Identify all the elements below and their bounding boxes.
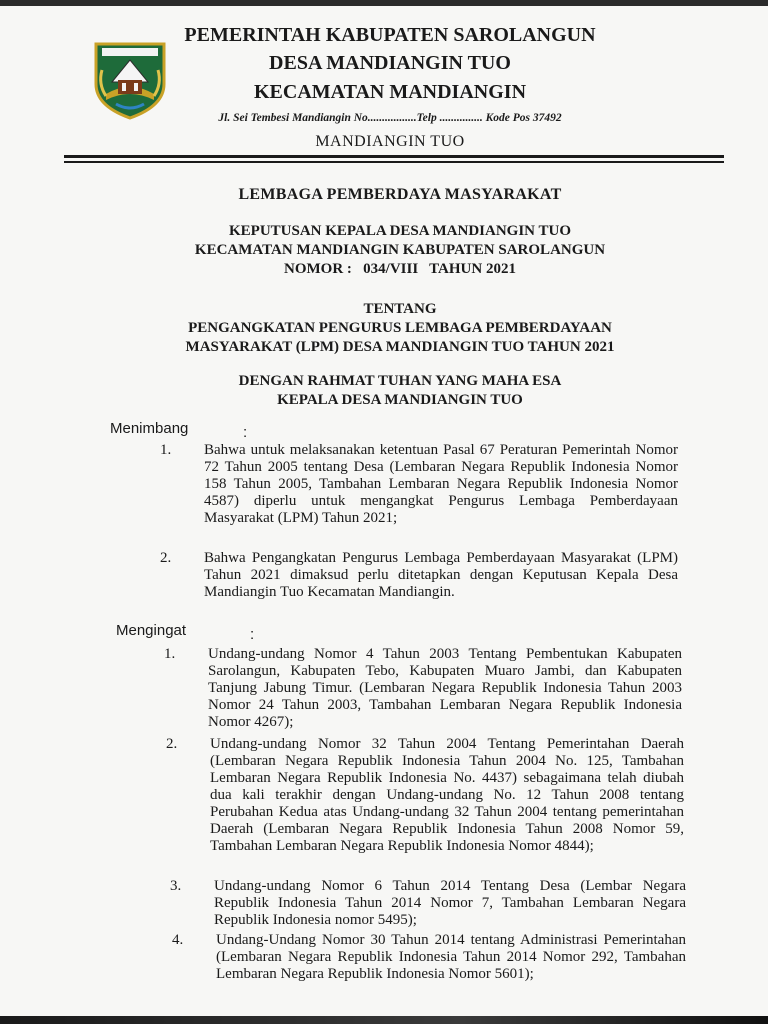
- grace-heading: [100, 372, 700, 410]
- letterhead-rule-thick: [64, 155, 724, 158]
- item-number: 4.: [172, 932, 184, 948]
- list-item: [160, 550, 678, 601]
- menimbang-label: Menimbang: [110, 420, 189, 437]
- about-label: TENTANG: [363, 301, 437, 317]
- item-number: 1.: [164, 646, 176, 662]
- item-number: 2.: [166, 736, 178, 752]
- letterhead-place: MANDIANGIN TUO: [315, 133, 465, 150]
- menimbang-colon: :: [243, 424, 248, 441]
- decree-line-1: KEPUTUSAN KEPALA DESA MANDIANGIN TUO: [229, 223, 571, 239]
- list-item: [170, 878, 686, 929]
- about-line-2: MASYARAKAT (LPM) DESA MANDIANGIN TUO TAHUN 2021: [185, 339, 615, 355]
- list-item: [164, 646, 682, 731]
- letterhead-district: KECAMATAN MANDIANGIN: [253, 81, 527, 103]
- grace-line-2: KEPALA DESA MANDIANGIN TUO: [277, 392, 523, 408]
- list-item: [160, 442, 678, 527]
- about-heading: [100, 300, 700, 357]
- item-number: 3.: [170, 878, 182, 894]
- letterhead-village: DESA MANDIANGIN TUO: [269, 52, 511, 74]
- letterhead-rule-thin: [64, 161, 724, 163]
- list-item: [166, 736, 684, 855]
- list-item: [172, 932, 686, 983]
- decree-line-2: KECAMATAN MANDIANGIN KABUPATEN SAROLANGUN: [194, 242, 606, 258]
- letterhead-government: PEMERINTAH KABUPATEN SAROLANGUN: [184, 24, 596, 46]
- item-text: Bahwa Pengangkatan Pengurus Lembaga Pemberdayaan Masyarakat (LPM) Tahun 2021 dimaksud perlu ditetapkan dengan Keputusan Kepala Desa Mandiangin Tuo Kecamatan Mandiangin.: [204, 550, 678, 600]
- regency-coat-of-arms-icon: [92, 40, 168, 120]
- letterhead-address: Jl. Sei Tembesi Mandiangin No.................Telp ............... Kode Pos 37492: [218, 112, 562, 124]
- letterhead: [180, 22, 600, 152]
- item-text: Bahwa untuk melaksanakan ketentuan Pasal 67 Peraturan Pemerintah Nomor 72 Tahun 2005 tentang Desa (Lembaran Negara Republik Indonesia Nomor 158 Tahun 2005, Tambahan Lembaran Negara Republik Indonesia Nomor 4587) diperlu untuk mengangkat Pengurus Lembaga Pemberdayaan Masyarakat (LPM) Tahun 2021;: [204, 442, 678, 526]
- scan-top-edge: [0, 0, 768, 6]
- institution-title: LEMBAGA PEMBERDAYA MASYARAKAT: [238, 186, 562, 203]
- mengingat-colon: :: [250, 626, 255, 643]
- mengingat-label: Mengingat: [116, 622, 187, 639]
- item-text: Undang-Undang Nomor 30 Tahun 2014 tentang Administrasi Pemerintahan (Lembaran Negara Republik Indonesia Tahun 2014 Nomor 292, Tambahan Lembaran Negara Republik Indonesia Nomor 5601);: [216, 932, 686, 982]
- item-number: 2.: [160, 550, 172, 566]
- grace-line-1: DENGAN RAHMAT TUHAN YANG MAHA ESA: [238, 373, 562, 389]
- item-text: Undang-undang Nomor 4 Tahun 2003 Tentang Pembentukan Kabupaten Sarolangun, Kabupaten Tebo, Kabupaten Muaro Jambi, dan Kabupaten Tanjung Jabung Timur. (Lembaran Negara Republik Indonesia Tahun 2003 Nomor 24 Tahun 2003, Tambahan Lembaran Negara Republik Indonesia Nomor 4267);: [208, 646, 682, 730]
- item-text: Undang-undang Nomor 6 Tahun 2014 Tentang Desa (Lembar Negara Republik Indonesia Tahun 2014 Nomor 7, Tambahan Lembaran Negara Republik Indonesia nomor 5495);: [214, 878, 686, 928]
- about-line-1: PENGANGKATAN PENGURUS LEMBAGA PEMBERDAYAAN: [188, 320, 612, 336]
- item-text: Undang-undang Nomor 32 Tahun 2004 Tentang Pemerintahan Daerah (Lembaran Negara Republik Indonesia Tahun 2004 No. 125, Tambahan Lembaran Negara Republik Indonesia No. 4437) sebagaimana telah diubah dua kali terakhir dengan Undang-undang No. 12 Tahun 2008 tentang Perubahan Kedua atas Undang-undang 32 Tahun 2004 tentang pemerintahan Daerah (Lembaran Negara Republik Indonesia Tahun 2008 Nomor 59, Tambahan Lembaran Negara Republik Indonesia Nomor 4844);: [210, 736, 684, 854]
- decree-number: NOMOR : 034/VIII TAHUN 2021: [284, 261, 516, 277]
- item-number: 1.: [160, 442, 172, 458]
- decree-heading: [100, 222, 700, 279]
- scan-bottom-edge: [0, 1016, 768, 1024]
